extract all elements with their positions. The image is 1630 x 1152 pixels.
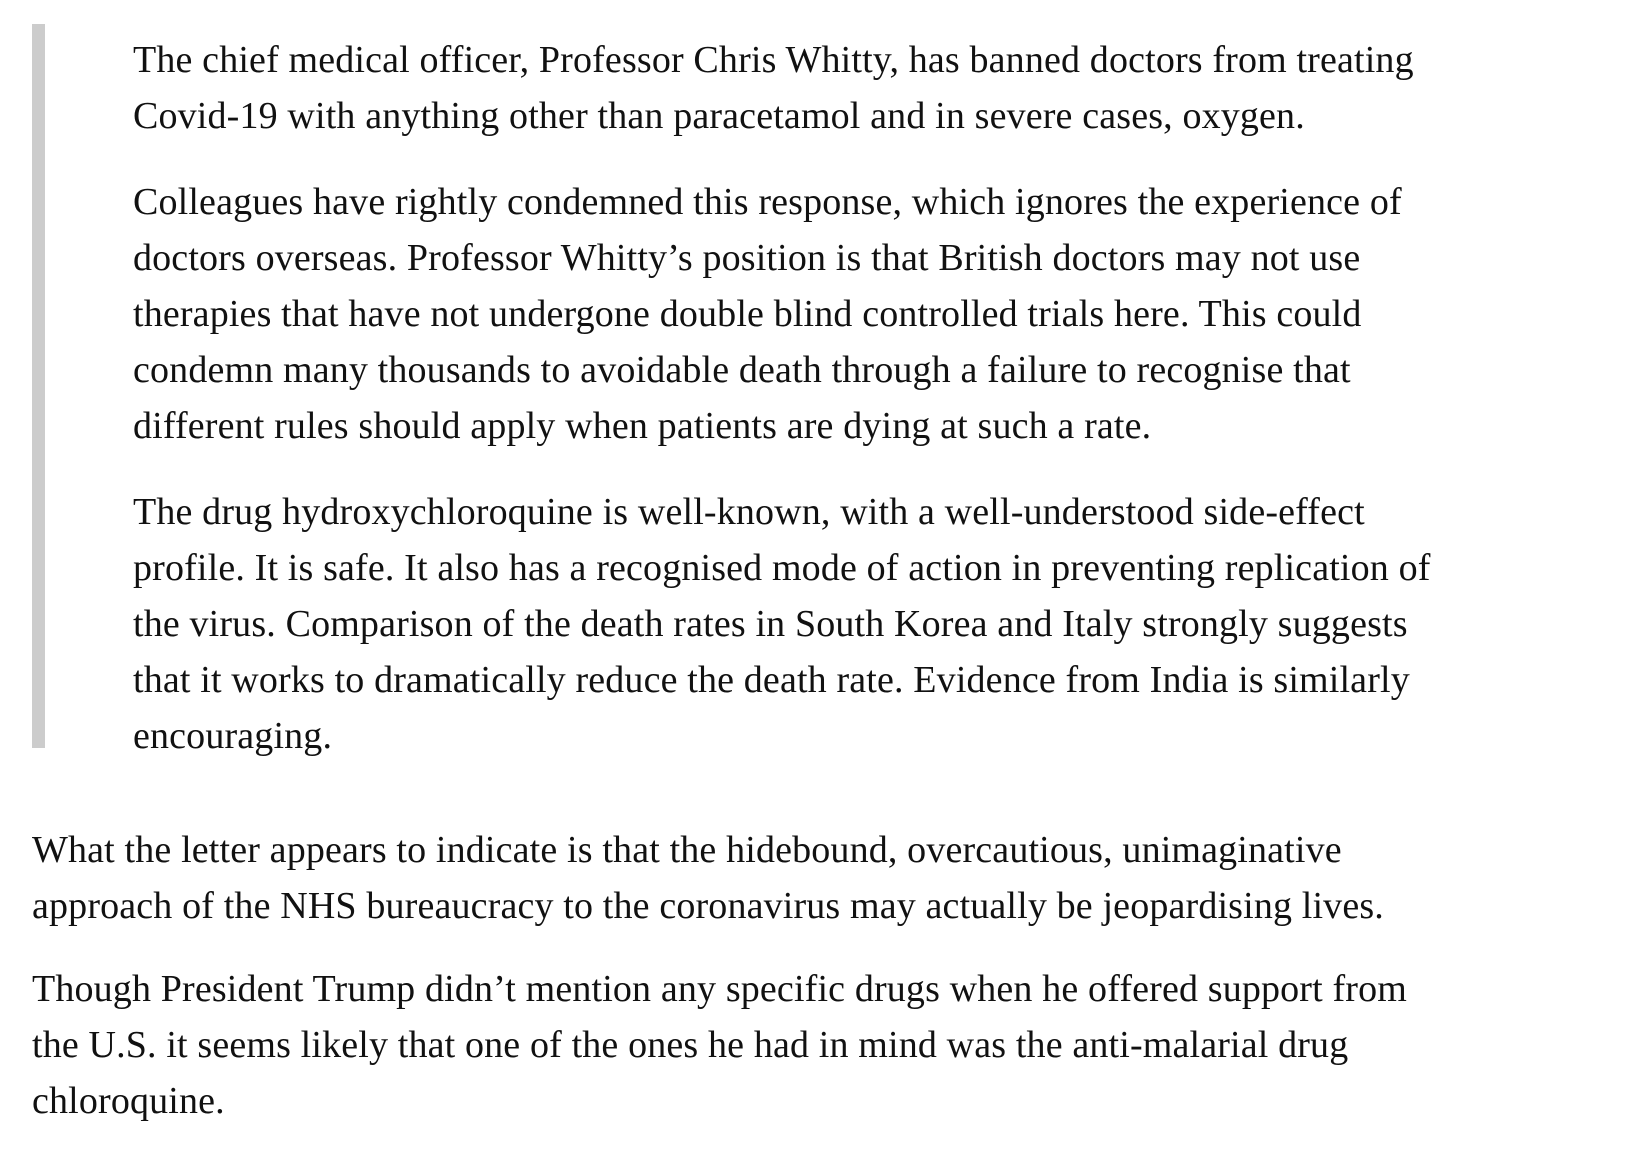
text-line: that it works to dramatically reduce the death rate. Evidence from India is similarly — [133, 659, 1410, 701]
text-line: different rules should apply when patients are dying at such a rate. — [133, 405, 1152, 447]
text-line: What the letter appears to indicate is that the hidebound, overcautious, unimaginative — [32, 829, 1342, 871]
body-paragraph-2 — [32, 961, 1622, 1129]
quote-paragraph-1 — [133, 32, 1630, 144]
text-line: the U.S. it seems likely that one of the ones he had in mind was the anti-malarial drug — [32, 1024, 1349, 1066]
text-line: condemn many thousands to avoidable death through a failure to recognise that — [133, 349, 1351, 391]
blockquote — [32, 24, 1622, 757]
text-line: approach of the NHS bureaucracy to the coronavirus may actually be jeopardising lives. — [32, 885, 1384, 927]
text-line: Though President Trump didn’t mention any specific drugs when he offered support from — [32, 968, 1407, 1010]
text-line: the virus. Comparison of the death rates in South Korea and Italy strongly suggests — [133, 603, 1408, 645]
text-line: Covid-19 with anything other than paracetamol and in severe cases, oxygen. — [133, 95, 1305, 137]
blockquote-body — [133, 32, 1630, 764]
quote-paragraph-2 — [133, 174, 1630, 454]
text-line: chloroquine. — [32, 1080, 225, 1122]
text-line: The drug hydroxychloroquine is well-known, with a well-understood side-effect — [133, 491, 1365, 533]
body-paragraph-1 — [32, 822, 1622, 934]
text-line: encouraging. — [133, 715, 333, 757]
text-line: Colleagues have rightly condemned this response, which ignores the experience of — [133, 181, 1402, 223]
quote-paragraph-3 — [133, 484, 1630, 764]
text-line: therapies that have not undergone double blind controlled trials here. This could — [133, 293, 1362, 335]
text-line: doctors overseas. Professor Whitty’s position is that British doctors may not use — [133, 237, 1361, 279]
text-line: The chief medical officer, Professor Chris Whitty, has banned doctors from treating — [133, 39, 1414, 81]
text-line: profile. It is safe. It also has a recognised mode of action in preventing replication of — [133, 547, 1431, 589]
article-body — [32, 822, 1622, 1129]
